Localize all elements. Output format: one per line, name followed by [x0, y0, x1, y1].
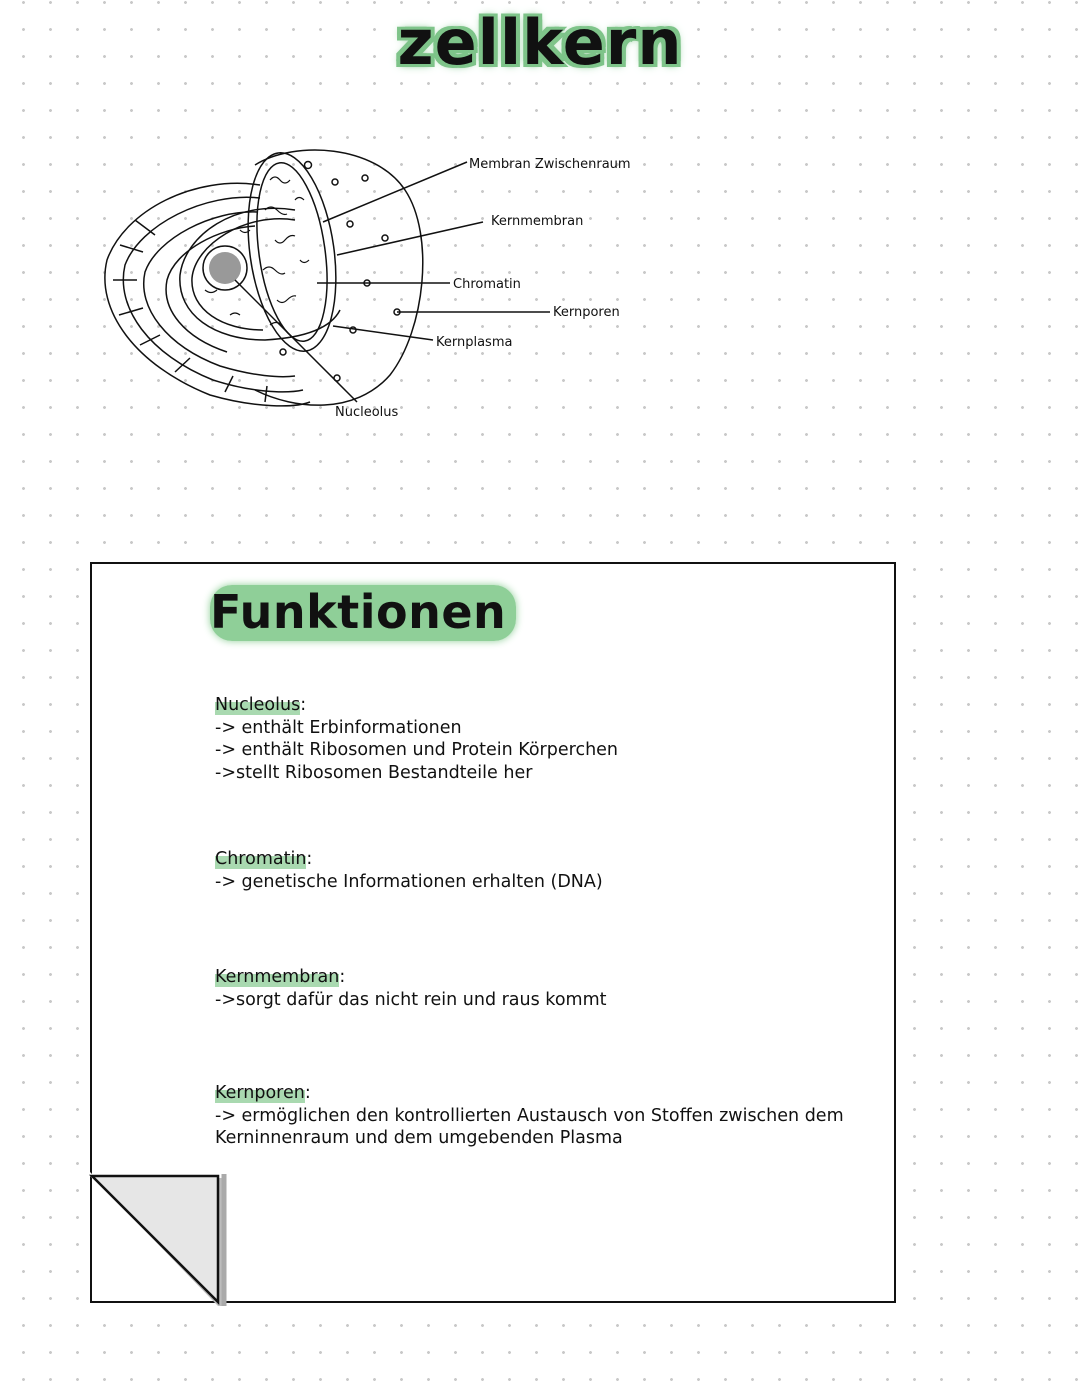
section-line: -> enthält Ribosomen und Protein Körperchen: [215, 740, 619, 760]
section-heading: Kernmembran: [215, 967, 340, 987]
nucleus-diagram: [95, 140, 655, 440]
section-chromatin: Chromatin: -> genetische Informationen erhalten (DNA): [215, 849, 603, 892]
functions-title: Funktionen: [210, 585, 516, 639]
section-line: ->sorgt dafür das nicht rein und raus kommt: [215, 989, 607, 1010]
section-heading: Kernporen: [215, 1083, 305, 1103]
section-heading: Nucleolus: [215, 695, 301, 715]
label-nucleolus: Nucleolus: [335, 405, 399, 420]
page-fold: [88, 1170, 228, 1310]
section-line: ->stellt Ribosomen Bestandteile her: [215, 762, 533, 783]
section-line: -> enthält Erbinformationen: [215, 717, 462, 738]
section-kernporen: Kernporen: -> ermöglichen den kontrollierten Austausch von Stoffen zwischen dem Kerninnenraum und dem umgebenden Plasma: [215, 1083, 844, 1148]
section-line: Kerninnenraum und dem umgebenden Plasma: [215, 1128, 623, 1148]
label-chromatin: Chromatin: [453, 277, 521, 292]
section-kernmembran: Kernmembran: ->sorgt dafür das nicht rein und raus kommt: [215, 967, 607, 1010]
section-line: -> genetische Informationen erhalten (DNA): [215, 871, 603, 892]
cut-section: [236, 147, 347, 357]
section-heading: Chromatin: [215, 849, 307, 869]
er-fold-outer: [105, 183, 310, 406]
label-membran-zwischenraum: Membran Zwischenraum: [469, 157, 631, 172]
nucleus-outer: [255, 150, 423, 405]
label-kernplasma: Kernplasma: [436, 335, 513, 350]
page-title: zellkern: [397, 6, 683, 79]
section-line: -> ermöglichen den kontrollierten Austausch von Stoffen zwischen dem: [215, 1105, 844, 1126]
section-nucleolus: Nucleolus: -> enthält Erbinformationen -> enthält Ribosomen und Protein Körperchen ->stellt Ribosomen Bestandteile her: [215, 695, 619, 783]
label-kernmembran: Kernmembran: [491, 214, 584, 229]
label-kernporen: Kernporen: [553, 305, 620, 320]
